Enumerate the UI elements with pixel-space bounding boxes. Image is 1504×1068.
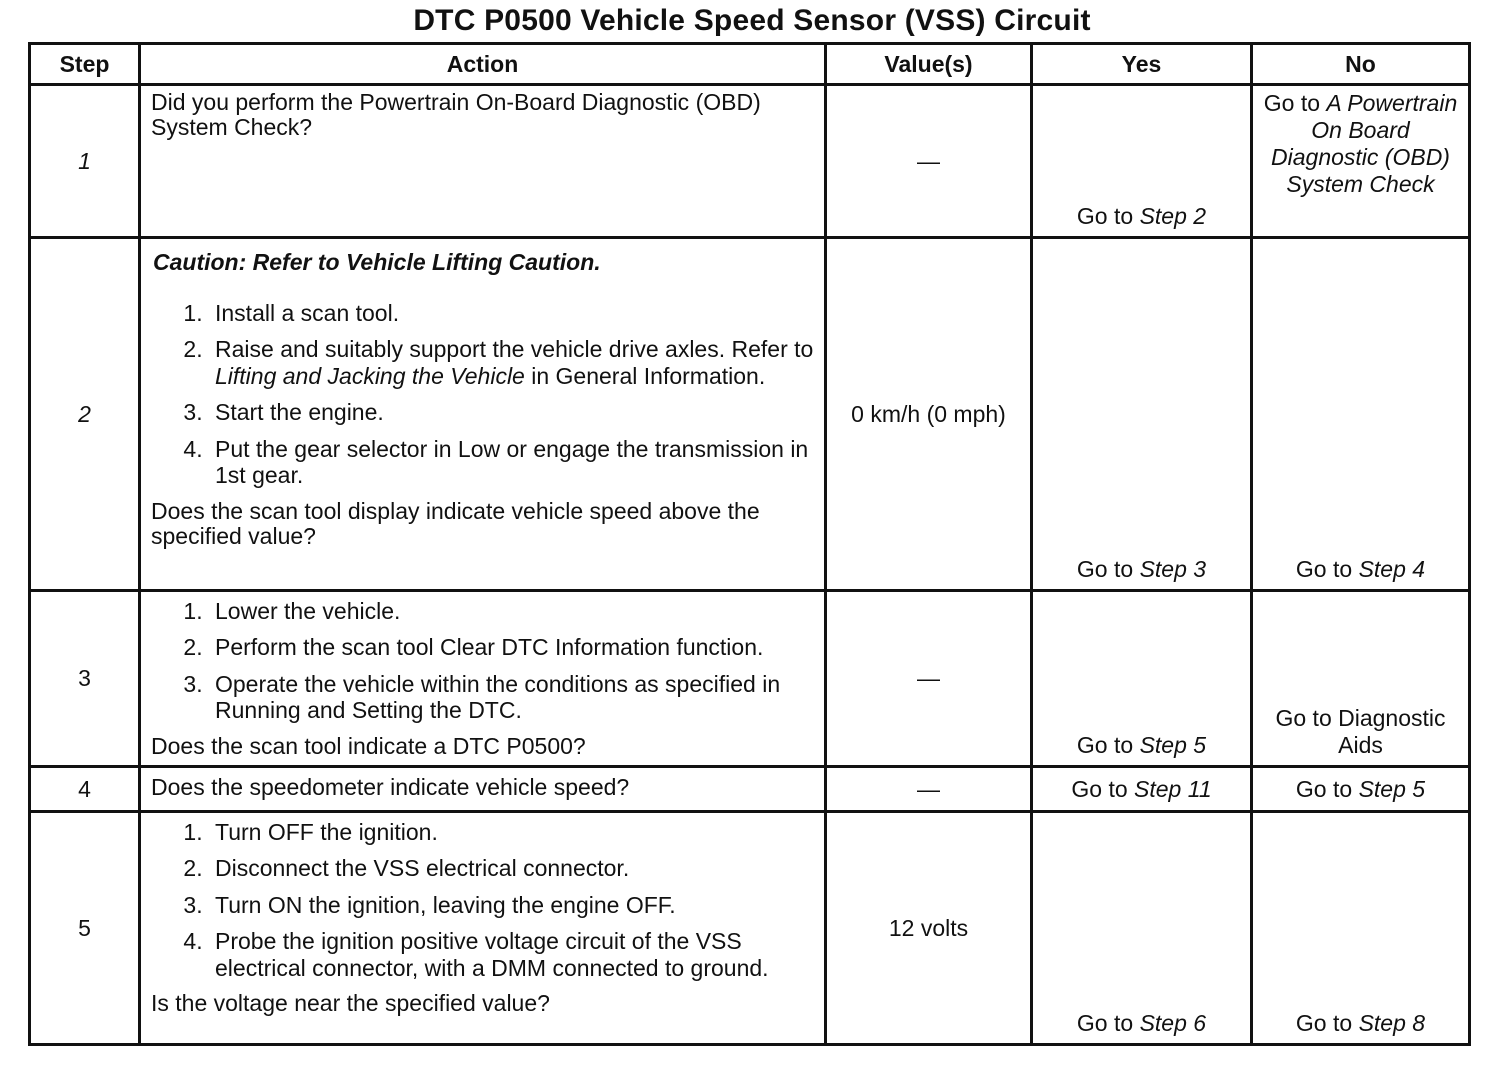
yes-cell	[1032, 812, 1252, 1045]
action-cell	[140, 591, 826, 767]
table-row	[30, 591, 1470, 767]
question-text: Did you perform the Powertrain On-Board Diagnostic (OBD) System Check?	[151, 89, 761, 141]
question-text: Does the scan tool display indicate vehicle speed above the specified value?	[151, 497, 760, 549]
no-cell	[1252, 85, 1470, 238]
value-cell: —	[826, 591, 1032, 767]
header-step: Step	[30, 44, 140, 85]
no-prefix: Go to	[1295, 1010, 1359, 1037]
header-row	[30, 44, 1470, 85]
no-cell	[1252, 238, 1470, 591]
substep-list	[151, 300, 814, 489]
no-prefix: Go to	[1295, 775, 1359, 802]
step-number: 2	[30, 238, 140, 591]
no-cell	[1252, 767, 1470, 812]
header-action: Action	[140, 44, 826, 85]
yes-target: Step 11	[1134, 775, 1212, 802]
yes-cell	[1032, 767, 1252, 812]
yes-target: Step 5	[1139, 732, 1207, 759]
value-cell: 0 km/h (0 mph)	[826, 238, 1032, 591]
step-number: 4	[30, 767, 140, 812]
header-no: No	[1252, 44, 1470, 85]
no-prefix: Go to	[1263, 90, 1327, 116]
no-cell: Go to Diagnostic Aids	[1252, 591, 1470, 767]
substep: 1. Install a scan tool.	[209, 300, 814, 326]
yes-cell	[1032, 591, 1252, 767]
no-target: A Powertrain On Board Diagnostic (OBD) System Check	[1271, 90, 1458, 197]
diagnostic-table	[28, 42, 1471, 1046]
substep: 3. Turn ON the ignition, leaving the engine OFF.	[209, 892, 814, 918]
yes-prefix: Go to	[1076, 732, 1140, 759]
question-text: Does the speedometer indicate vehicle speed?	[151, 774, 630, 801]
substep: 3. Start the engine.	[209, 399, 814, 425]
action-cell	[140, 812, 826, 1045]
yes-prefix: Go to	[1076, 556, 1140, 582]
yes-prefix: Go to	[1076, 1010, 1140, 1037]
substep: 1. Turn OFF the ignition.	[209, 819, 814, 845]
step-number: 1	[30, 85, 140, 238]
yes-target: Step 2	[1139, 203, 1207, 229]
no-target: Step 8	[1358, 1010, 1426, 1037]
header-yes: Yes	[1032, 44, 1252, 85]
substep: 1. Lower the vehicle.	[209, 598, 814, 624]
yes-target: Step 3	[1139, 556, 1207, 582]
substep: 3. Operate the vehicle within the conditions as specified in Running and Setting the DTC.	[209, 671, 814, 724]
table-row	[30, 85, 1470, 238]
table-row	[30, 767, 1470, 812]
step-number: 3	[30, 591, 140, 767]
question-text: Does the scan tool indicate a DTC P0500?	[151, 732, 586, 759]
no-target: Step 5	[1358, 775, 1426, 802]
substep-reference: Lifting and Jacking the Vehicle	[215, 362, 525, 389]
no-target: Step 4	[1358, 556, 1426, 582]
substep-text: Raise and suitably support the vehicle drive axles. Refer to	[215, 336, 814, 363]
substep: 2. Perform the scan tool Clear DTC Information function.	[209, 634, 814, 660]
yes-target: Step 6	[1139, 1010, 1207, 1037]
value-cell: —	[826, 767, 1032, 812]
substep: 4. Put the gear selector in Low or engage the transmission in 1st gear.	[209, 436, 814, 489]
substep-list	[151, 819, 814, 981]
step-number: 5	[30, 812, 140, 1045]
yes-prefix: Go to	[1076, 203, 1140, 229]
yes-prefix: Go to	[1071, 775, 1135, 802]
yes-cell	[1032, 85, 1252, 238]
substep-list	[151, 598, 814, 724]
question-text: Is the voltage near the specified value?	[151, 990, 550, 1017]
substep: 2. Disconnect the VSS electrical connector.	[209, 855, 814, 881]
action-cell	[140, 238, 826, 591]
value-cell: 12 volts	[826, 812, 1032, 1045]
substep-suffix: in General Information.	[531, 362, 766, 389]
page-title: DTC P0500 Vehicle Speed Sensor (VSS) Circuit	[413, 4, 1091, 37]
no-prefix: Go to	[1295, 556, 1359, 582]
caution-text: Caution: Refer to Vehicle Lifting Caution.	[153, 249, 601, 275]
yes-cell	[1032, 238, 1252, 591]
action-cell	[140, 85, 826, 238]
table-row	[30, 812, 1470, 1045]
substep	[209, 336, 814, 389]
table-row	[30, 238, 1470, 591]
substep: 4. Probe the ignition positive voltage circuit of the VSS electrical connector, with a DMM connected to ground.	[209, 928, 814, 981]
action-cell	[140, 767, 826, 812]
no-cell	[1252, 812, 1470, 1045]
value-cell: —	[826, 85, 1032, 238]
header-values: Value(s)	[826, 44, 1032, 85]
